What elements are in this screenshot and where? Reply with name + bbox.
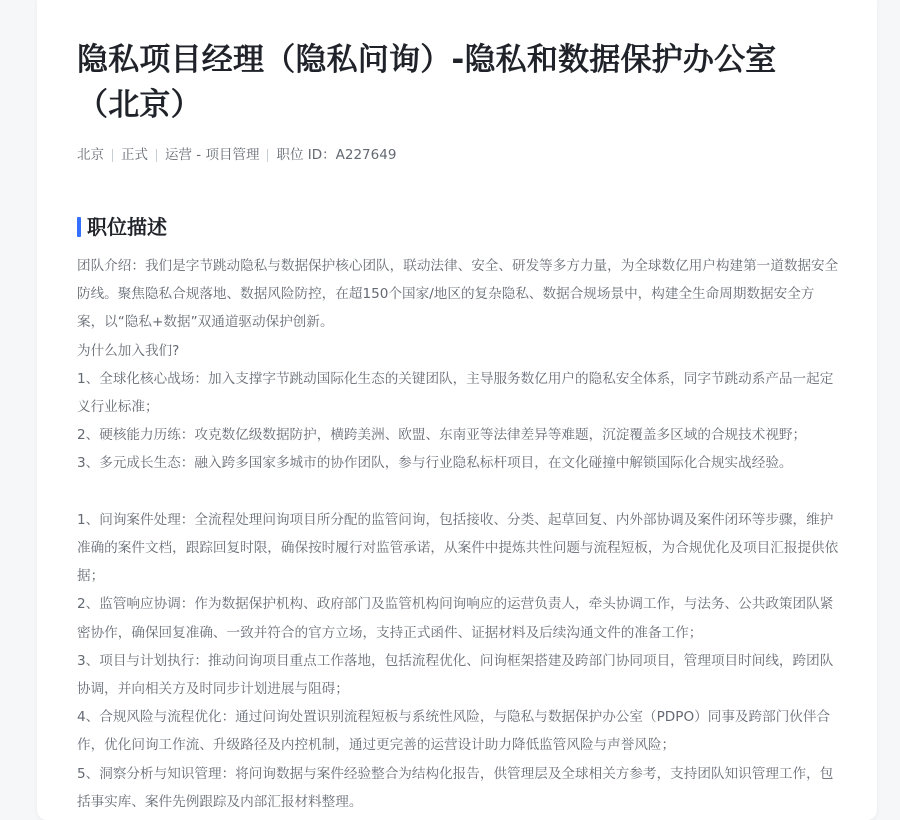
why-join-item: 1、全球化核心战场：加入支撑字节跳动国际化生态的关键团队，主导服务数亿用户的隐私安全体系，同字节跳动系产品一起定义行业标准； [77,370,834,416]
responsibility-item: 2、监管响应协调：作为数据保护机构、政府部门及监管机构问询响应的运营负责人，牵头协调工作，与法务、公共政策团队紧密协作，确保回复准确、一致并符合的官方立场，支持正式函件、证据材料及后续沟通文件的准备工作； [77,596,834,641]
meta-divider [267,149,268,162]
team-intro: 团队介绍：我们是字节跳动隐私与数据保护核心团队，联动法律、安全、研发等多方力量，为全球数亿用户构建第一道数据安全防线。聚焦隐私合规落地、数据风险防控，在超150个国家/地区的复杂隐私、数据合规场景中，构建全生命周期数据安全方案，以“隐私+数据”双通道驱动保护创新。 [77,258,839,331]
section-header [77,214,837,240]
section-title: 职位描述 [87,215,167,239]
job-meta [77,145,837,165]
job-category: 运营 - 项目管理 [165,147,260,163]
responsibility-item: 5、洞察分析与知识管理：将问询数据与案件经验整合为结构化报告，供管理层及全球相关方参考，支持团队知识管理工作，包括事实库、案件先例跟踪及内部汇报材料整理。 [77,765,834,810]
job-type: 正式 [121,147,148,163]
why-join-heading: 为什么加入我们? [77,342,180,359]
job-id: 职位 ID：A227649 [276,147,397,163]
why-join-item: 3、多元成长生态：融入跨多国家多城市的协作团队，参与行业隐私标杆项目，在文化碰撞中解锁国际化合规实战经验。 [77,455,793,472]
job-title: 隐私项目经理（隐私问询）-隐私和数据保护办公室（北京） [77,42,777,123]
responsibility-item: 3、项目与计划执行：推动问询项目重点工作落地，包括流程优化、问询框架搭建及跨部门协同项目，管理项目时间线，跨团队协调，并向相关方及时同步计划进展与阻碍； [77,652,834,698]
section-accent-bar [77,217,81,237]
paragraph-spacer [77,478,839,506]
why-join-item: 2、硬核能力历练：攻克数亿级数据防护，横跨美洲、欧盟、东南亚等法律差异等难题，沉淀覆盖多区域的合规技术视野； [77,427,807,444]
job-city: 北京 [77,147,104,163]
meta-divider [112,149,113,162]
meta-divider [156,149,157,162]
responsibility-item: 4、合规风险与流程优化：通过问询处置识别流程短板与系统性风险，与隐私与数据保护办公室（PDPO）同事及跨部门伙伴合作，优化问询工作流、升级路径及内控机制，通过更完善的运营设计助力降低监管风险与声誉风险； [77,709,831,754]
job-description [77,252,839,816]
responsibility-item: 1、问询案件处理：全流程处理问询项目所分配的监管问询，包括接收、分类、起草回复、内外部协调及案件闭环等步骤，维护准确的案件文档，跟踪回复时限，确保按时履行对监管承诺，从案件中提炼共性问题与流程短板，为合规优化及项目汇报提供依据； [77,511,839,585]
job-detail-card [37,0,877,820]
